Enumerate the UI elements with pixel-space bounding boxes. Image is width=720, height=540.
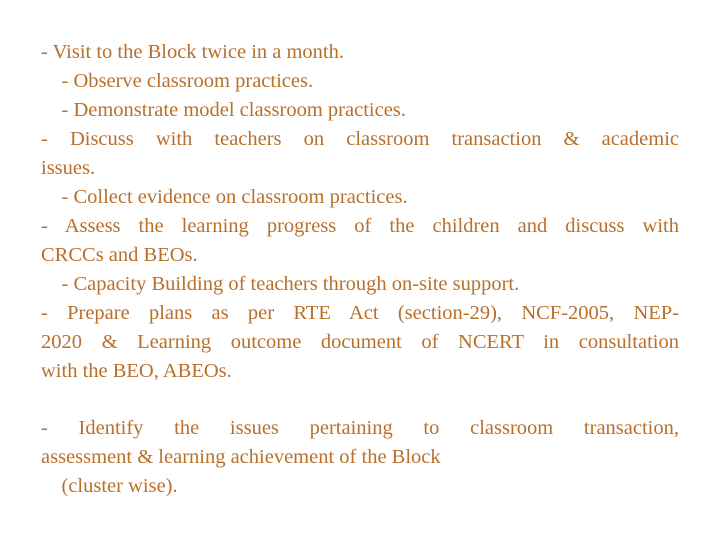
sub-bullet-discuss: - Discuss with teachers on classroom transaction & academic — [41, 128, 679, 150]
bullet-identify-issues-cont2: (cluster wise). — [41, 475, 178, 497]
bullet-identify-issues: - Identify the issues pertaining to classroom transaction, — [41, 417, 679, 439]
bullet-prepare-plans-cont1: 2020 & Learning outcome document of NCERT in consultation — [41, 331, 679, 353]
bullet-prepare-plans-cont2: with the BEO, ABEOs. — [41, 360, 232, 382]
sub-bullet-collect: - Collect evidence on classroom practices. — [41, 186, 408, 208]
bullet-prepare-plans: - Prepare plans as per RTE Act (section-29), NCF-2005, NEP- — [41, 302, 679, 324]
sub-bullet-assess-cont: CRCCs and BEOs. — [41, 244, 198, 266]
bullet-visit-block: - Visit to the Block twice in a month. — [41, 41, 345, 63]
sub-bullet-capacity: - Capacity Building of teachers through on-site support. — [41, 273, 520, 295]
sub-bullet-observe: - Observe classroom practices. — [41, 70, 314, 92]
sub-bullet-assess: - Assess the learning progress of the children and discuss with — [41, 215, 679, 237]
bullet-identify-issues-cont1: assessment & learning achievement of the Block — [41, 446, 441, 468]
sub-bullet-demonstrate: - Demonstrate model classroom practices. — [41, 99, 406, 121]
sub-bullet-discuss-cont: issues. — [41, 157, 96, 179]
